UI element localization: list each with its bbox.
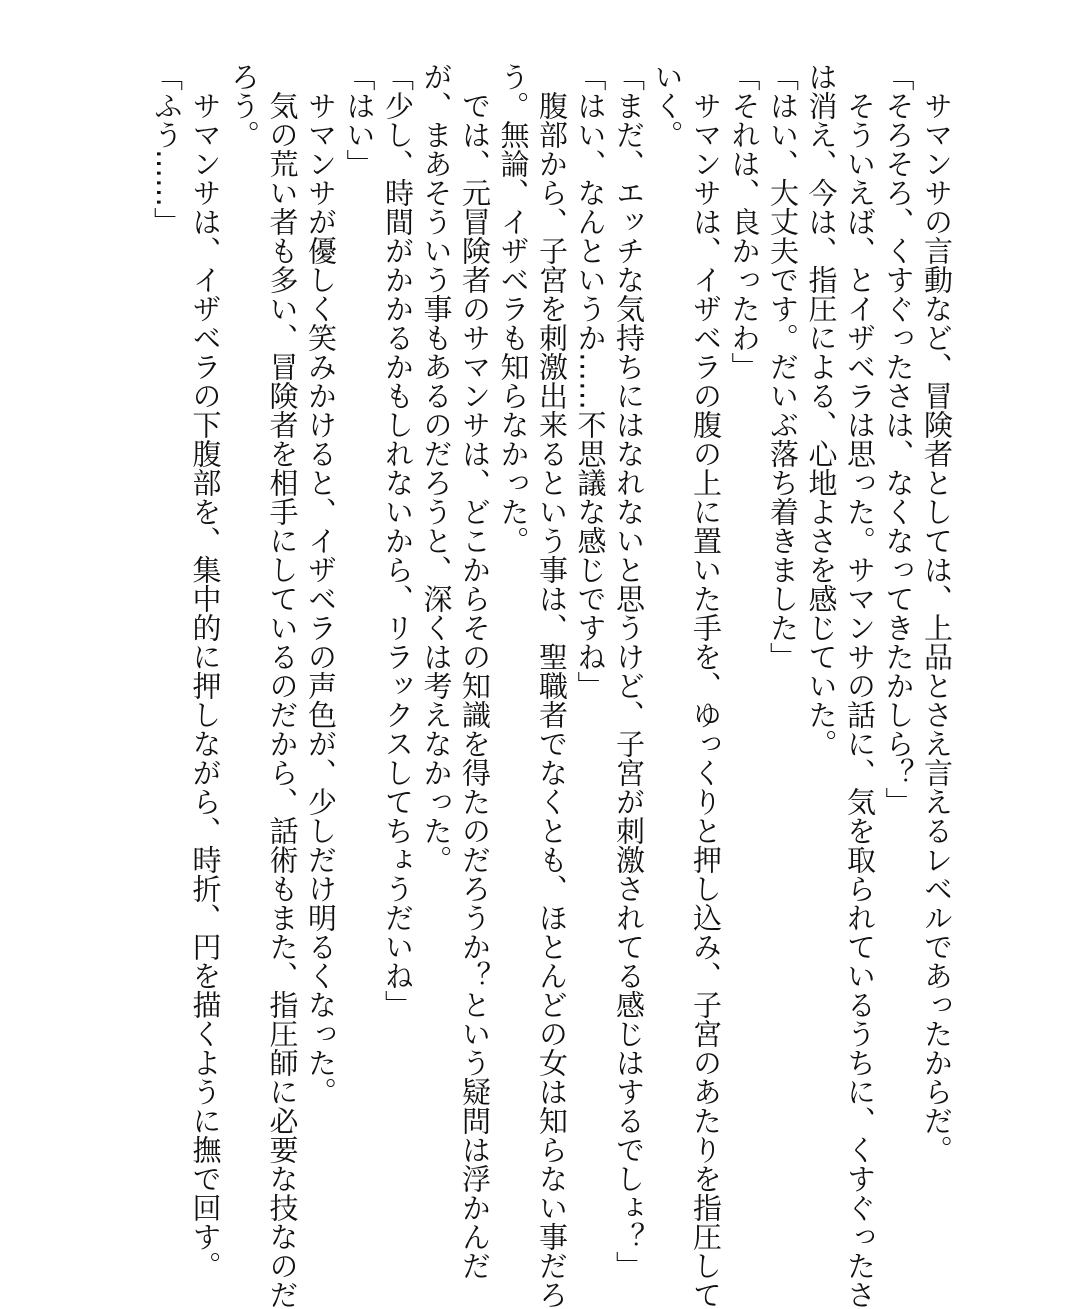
text-line: ろう。 — [227, 62, 261, 149]
text-line: 「そろそろ、くすぐったさは、なくなってきたかしら？」 — [881, 62, 916, 816]
text-line: 「はい、大丈夫です。だいぶ落ち着きました」 — [766, 62, 800, 671]
text-line: 「はい」 — [342, 62, 377, 178]
vertical-text-page — [148, 62, 957, 1309]
text-line: 「まだ、エッチな気持ちにはなれないと思うけど、子宮が刺激されてる感じはするでしょ？」 — [612, 62, 646, 1280]
text-line: 腹部から、子宮を刺激出来るという事は、聖職者でなくとも、ほとんどの女は知らない事だろ — [535, 91, 569, 1309]
text-line: では、元冒険者のサマンサは、どこからその知識を得たのだろうか？という疑問は浮かんだ — [458, 91, 492, 1280]
text-line: 気の荒い者も多い、冒険者を相手にしているのだから、話術もまた、指圧師に必要な技なのだ — [265, 91, 300, 1309]
text-line: 「はい、なんというか……不思議な感じですね」 — [573, 62, 608, 700]
text-line: 「ふう……」 — [150, 62, 184, 236]
text-line: サマンサは、イザベラの腹の上に置いた手を、ゆっくりと押し込み、子宮のあたりを指圧して — [689, 91, 723, 1309]
text-line: サマンサは、イザベラの下腹部を、集中的に押しながら、時折、円を描くように撫で回す。 — [188, 91, 223, 1280]
text-line: は消え、今は、指圧による、心地よさを感じていた。 — [804, 62, 839, 758]
text-line: 「少し、時間がかかるかもしれないから、リラックスしてちょうだいね」 — [381, 62, 415, 1019]
text-line: いく。 — [650, 62, 685, 149]
text-line: サマンサが優しく笑みかけると、イザベラの声色が、少しだけ明るくなった。 — [304, 91, 338, 1106]
text-line: う。無論、イザベラも知らなかった。 — [496, 62, 531, 555]
text-line: 「それは、良かったわ」 — [727, 62, 762, 381]
text-line: が、まあそういう事もあるのだろうと、深くは考えなかった。 — [419, 62, 454, 874]
text-line: サマンサの言動など、冒険者としては、上品とさえ言えるレベルであったからだ。 — [920, 91, 954, 1164]
text-line: そういえば、とイザベラは思った。サマンサの話に、気を取られているうちに、くすぐったさ — [843, 91, 877, 1309]
